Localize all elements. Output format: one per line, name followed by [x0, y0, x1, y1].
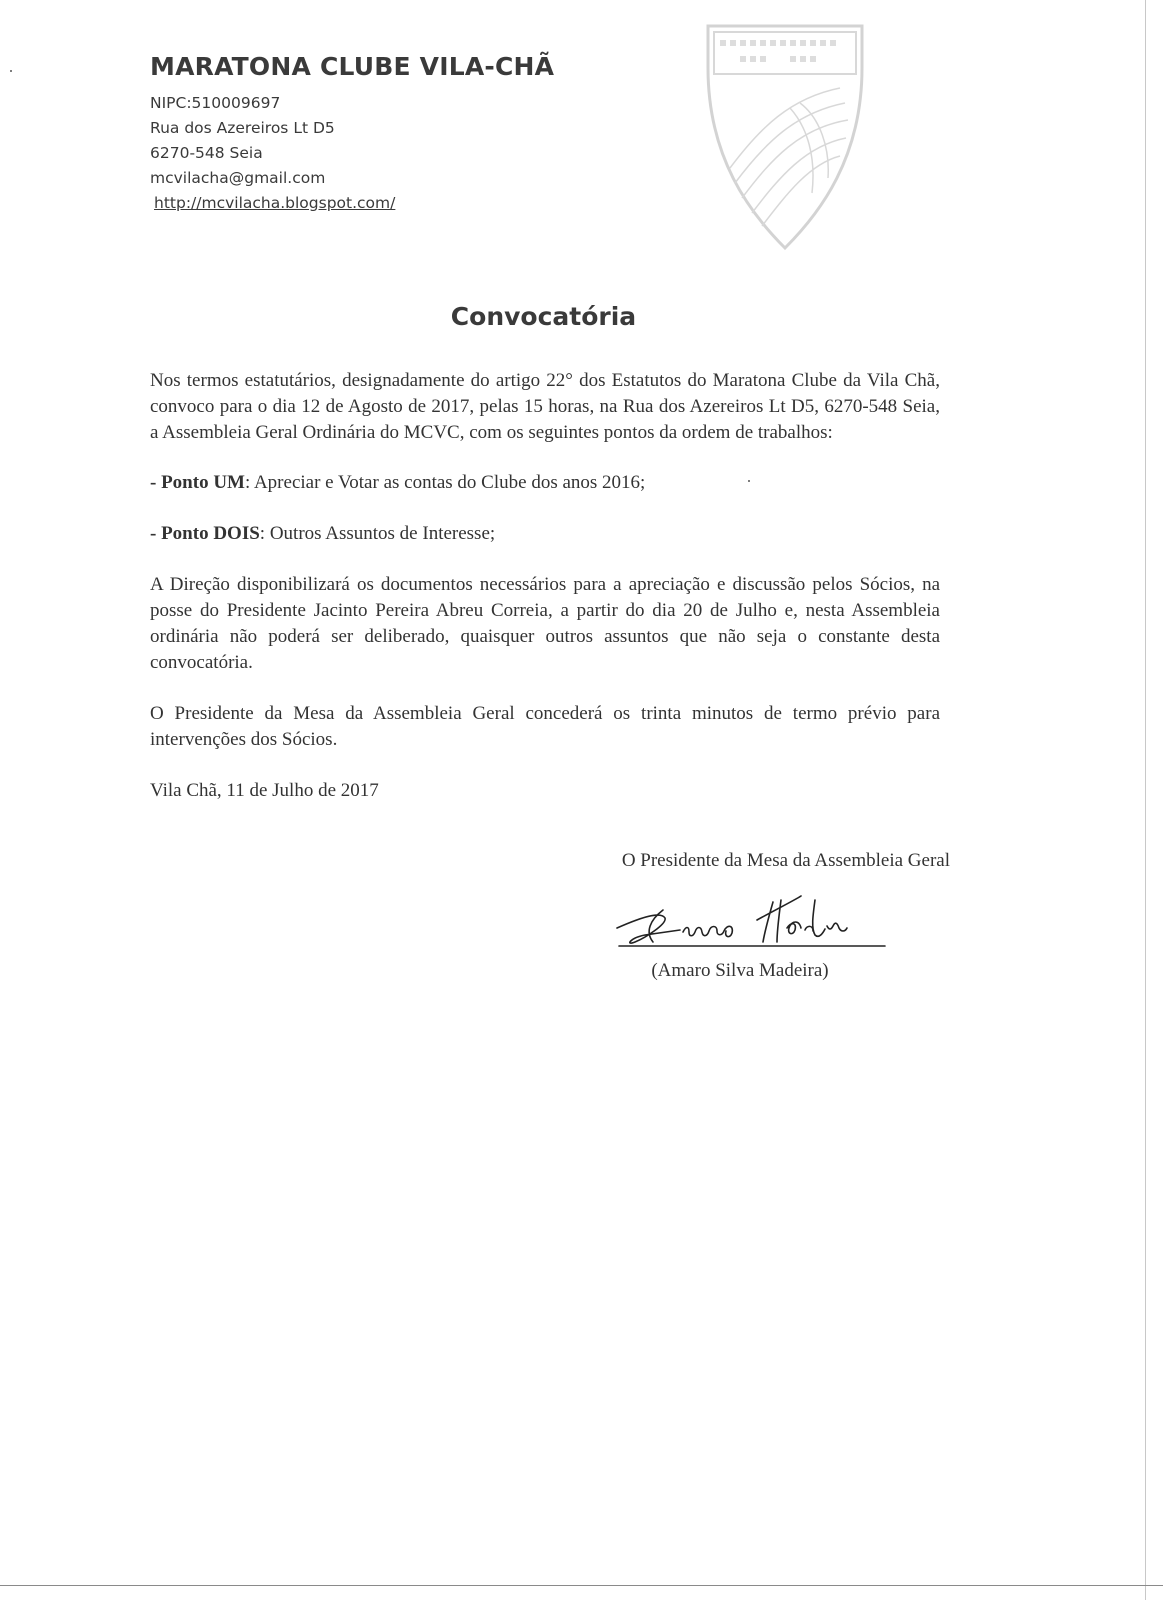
club-crest-watermark: [700, 8, 870, 253]
club-name: MARATONA CLUBE VILA-CHÃ: [150, 52, 555, 81]
agenda-point-1-label: - Ponto UM: [150, 472, 245, 493]
website-link[interactable]: http://mcvilacha.blogspot.com/: [154, 194, 396, 212]
place-date: Vila Chã, 11 de Julho de 2017: [150, 780, 379, 801]
handwritten-signature: [605, 880, 895, 960]
address-street: Rua dos Azereiros Lt D5: [150, 119, 335, 137]
email: mcvilacha@gmail.com: [150, 169, 326, 187]
nipc: NIPC:510009697: [150, 94, 281, 112]
paragraph-documents: A Direção disponibilizará os documentos necessários para a apreciação e discussão pelos Sócios, na posse do Presidente Jacinto Pereira Abreu Correia, a partir do dia 20 de Julho e, nesta Assembleia ordinária não poderá ser deliberado, quaisquer outros assuntos que não seja o constante desta convocatória.: [150, 574, 940, 673]
agenda-point-2: [150, 521, 940, 547]
scan-speck: [748, 480, 750, 482]
scan-speck: [10, 70, 12, 72]
signer-role: O Presidente da Mesa da Assembleia Geral: [621, 850, 950, 871]
agenda-point-2-text: : Outros Assuntos de Interesse;: [259, 523, 496, 544]
scan-edge-right: [1145, 0, 1146, 1600]
document-title: Convocatória: [450, 302, 637, 331]
agenda-point-2-label: - Ponto DOIS: [150, 523, 260, 544]
letterhead: [150, 52, 554, 216]
paragraph-convocation: Nos termos estatutários, designadamente do artigo 22° dos Estatutos do Maratona Clube da Vila Chã, convoco para o dia 12 de Agosto de 2017, pelas 15 horas, na Rua dos Azereiros Lt D5, 6270-548 Seia, a Assembleia Geral Ordinária do MCVC, com os seguintes pontos da ordem de trabalhos:: [150, 370, 940, 443]
agenda-point-1-text: : Apreciar e Votar as contas do Clube dos anos 2016;: [244, 472, 646, 493]
agenda-point-1: [150, 470, 940, 496]
signer-name: (Amaro Silva Madeira): [651, 960, 829, 981]
document-body: [150, 368, 940, 804]
scan-edge-bottom: [0, 1585, 1163, 1586]
paragraph-interventions: O Presidente da Mesa da Assembleia Geral concederá os trinta minutos de termo prévio para intervenções dos Sócios.: [150, 703, 940, 750]
address-postal: 6270-548 Seia: [150, 144, 263, 162]
